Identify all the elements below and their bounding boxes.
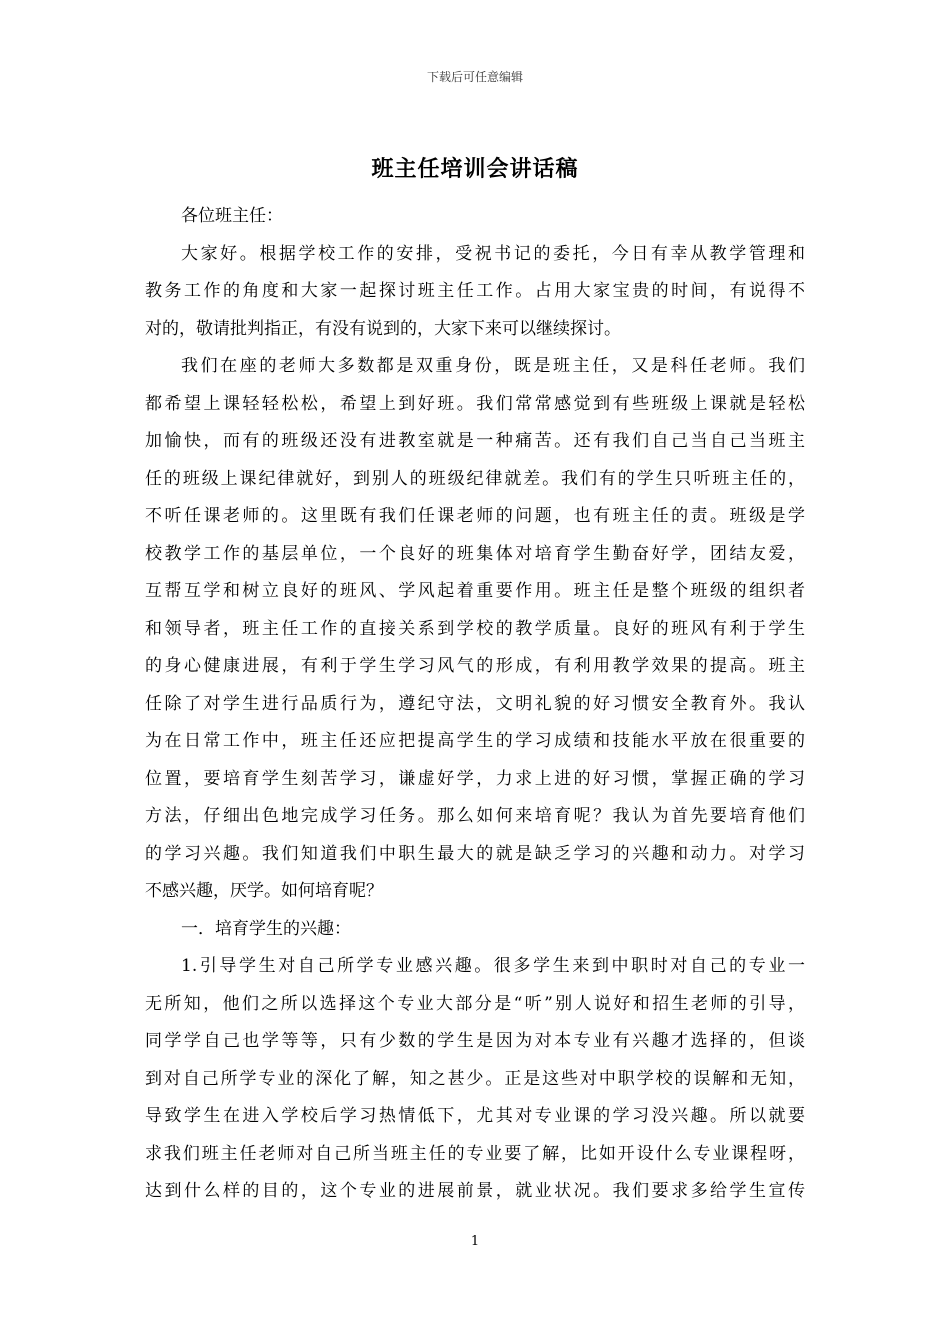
text-line: 加愉快，而有的班级还没有进教室就是一种痛苦。还有我们自己当自己当班主 bbox=[145, 431, 805, 451]
text-line: 到对自己所学专业的深化了解，知之甚少。正是这些对中职学校的误解和无知， bbox=[145, 1068, 805, 1089]
text-line: 我们在座的老师大多数都是双重身份，既是班主任，又是科任老师。我们 bbox=[181, 356, 805, 376]
text-line: 求我们班主任老师对自己所当班主任的专业要了解，比如开设什么专业课程呀， bbox=[145, 1143, 805, 1164]
text-line: 位置，要培育学生刻苦学习，谦虚好学，力求上进的好习惯，掌握正确的学习 bbox=[145, 768, 805, 789]
text-line: 都希望上课轻轻松松，希望上到好班。我们常常感觉到有些班级上课就是轻松 bbox=[145, 393, 805, 414]
text-line: 方法，仔细出色地完成学习任务。那么如何来培育呢？我认为首先要培育他们 bbox=[145, 806, 805, 826]
text-line: 校教学工作的基层单位，一个良好的班集体对培育学生勤奋好学，团结友爱， bbox=[145, 543, 805, 564]
text-line: 不听任课老师的。这里既有我们任课老师的问题，也有班主任的责。班级是学 bbox=[145, 506, 805, 526]
text-line: 达到什么样的目的，这个专业的进展前景，就业状况。我们要求多给学生宣传 bbox=[145, 1181, 805, 1201]
document-title: 班主任培训会讲话稿 bbox=[371, 157, 579, 182]
text-line: 和领导者，班主任工作的直接关系到学校的教学质量。良好的班风有利于学生 bbox=[145, 618, 805, 639]
page-number: 1 bbox=[470, 1234, 480, 1249]
text-line: 对的，敬请批判指正，有没有说到的，大家下来可以继续探讨。 bbox=[145, 318, 621, 339]
text-line: 无所知，他们之所以选择这个专业大部分是“听”别人说好和招生老师的引导， bbox=[145, 993, 805, 1014]
text-line: 一．培育学生的兴趣： bbox=[181, 918, 351, 939]
text-line: 导致学生在进入学校后学习热情低下，尤其对专业课的学习没兴趣。所以就要 bbox=[145, 1106, 805, 1126]
text-line: 大家好。根据学校工作的安排，受祝书记的委托，今日有幸从教学管理和 bbox=[181, 243, 805, 264]
text-line: 的学习兴趣。我们知道我们中职生最大的就是缺乏学习的兴趣和动力。对学习 bbox=[145, 843, 805, 864]
text-line: 为在日常工作中，班主任还应把提高学生的学习成绩和技能水平放在很重要的 bbox=[145, 731, 805, 751]
text-line: 不感兴趣，厌学。如何培育呢？ bbox=[145, 881, 383, 901]
text-line: 教务工作的角度和大家一起探讨班主任工作。占用大家宝贵的时间，有说得不 bbox=[145, 281, 805, 301]
text-line: 任的班级上课纪律就好，到别人的班级纪律就差。我们有的学生只听班主任的， bbox=[145, 468, 805, 489]
text-line: 互帮互学和树立良好的班风、学风起着重要作用。班主任是整个班级的组织者 bbox=[145, 581, 805, 601]
text-line: 的身心健康进展，有利于学生学习风气的形成，有利用教学效果的提高。班主 bbox=[145, 656, 805, 676]
text-line: 任除了对学生进行品质行为，遵纪守法，文明礼貌的好习惯安全教育外。我认 bbox=[145, 693, 805, 714]
text-line: 各位班主任： bbox=[181, 206, 283, 226]
document-body bbox=[145, 198, 805, 1211]
text-line: 1.引导学生对自己所学专业感兴趣。很多学生来到中职时对自己的专业一 bbox=[181, 956, 805, 976]
page-header: 下载后可任意编辑 bbox=[426, 70, 523, 84]
text-line: 同学学自己也学等等，只有少数的学生是因为对本专业有兴趣才选择的，但谈 bbox=[145, 1031, 805, 1051]
